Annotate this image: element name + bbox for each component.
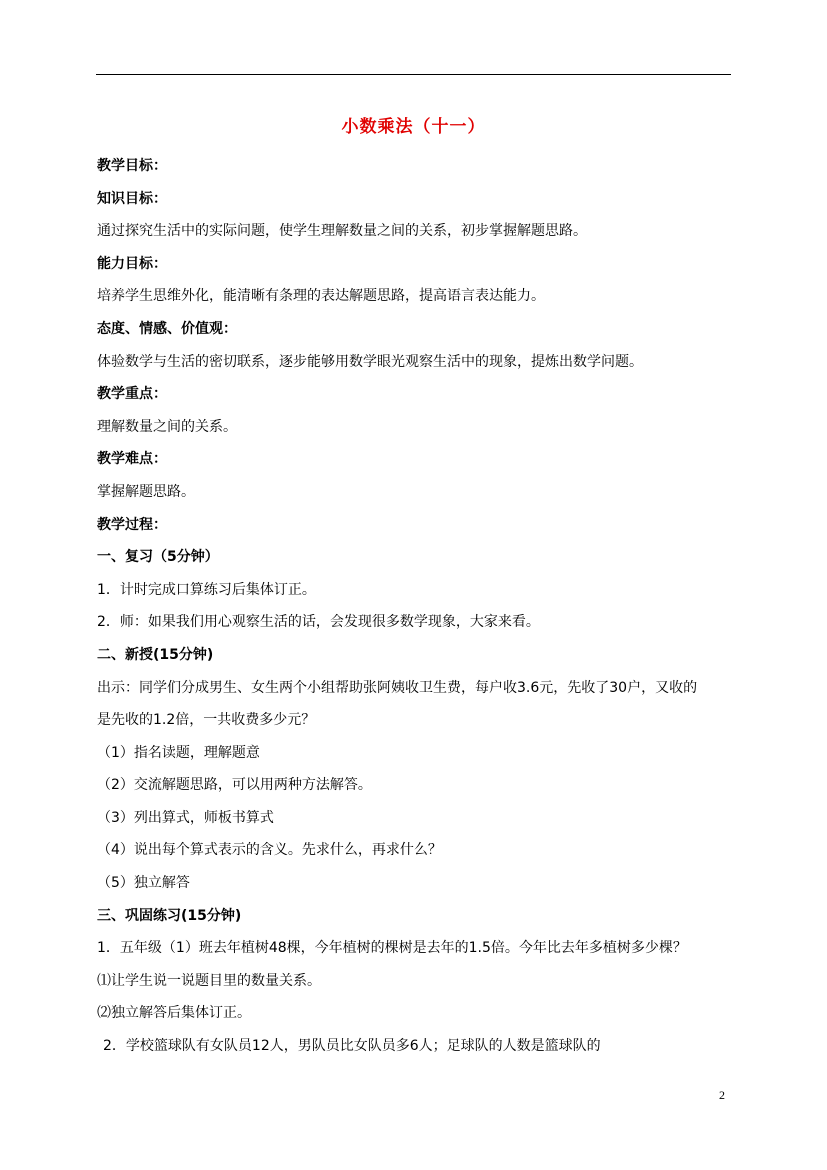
paragraph: 理解数量之间的关系。 — [97, 418, 237, 435]
header-rule — [96, 74, 731, 75]
paragraph: 培养学生思维外化，能清晰有条理的表达解题思路，提高语言表达能力。 — [97, 288, 545, 305]
list-item: 1．五年级（1）班去年植树48棵，今年植树的棵树是去年的1.5倍。今年比去年多植树多少棵？ — [97, 940, 687, 957]
list-item: 1．计时完成口算练习后集体订正。 — [97, 581, 316, 598]
list-item: 2．学校篮球队有女队员12人，男队员比女队员多6人；足球队的人数是篮球队的 — [103, 1038, 601, 1055]
problem-text: 是先收的1.2倍，一共收费多少元？ — [97, 712, 316, 729]
list-item: ⑴让学生说一说题目里的数量关系。 — [97, 972, 321, 989]
list-item: ⑵独立解答后集体订正。 — [97, 1005, 251, 1022]
list-item: （3）列出算式，师板书算式 — [97, 809, 274, 826]
section-review: 一、复习（5分钟） — [97, 549, 219, 566]
list-item: 2．师：如果我们用心观察生活的话，会发现很多数学现象，大家来看。 — [97, 614, 540, 631]
list-item: （1）指名读题，理解题意 — [97, 744, 260, 761]
page-number: 2 — [719, 1088, 725, 1102]
paragraph: 体验数学与生活的密切联系，逐步能够用数学眼光观察生活中的现象，提炼出数学问题。 — [97, 353, 643, 370]
problem-text: 出示：同学们分成男生、女生两个小组帮助张阿姨收卫生费，每户收3.6元，先收了30户，又收的 — [97, 679, 698, 696]
heading-ability-goals: 能力目标： — [97, 255, 167, 272]
list-item: （4）说出每个算式表示的含义。先求什么，再求什么？ — [97, 842, 442, 859]
heading-attitude-values: 态度、情感、价值观： — [97, 320, 237, 337]
heading-key-points: 教学重点： — [97, 386, 167, 403]
document-title: 小数乘法（十一） — [341, 117, 486, 137]
section-new-teaching: 二、新授(15分钟) — [97, 646, 214, 663]
list-item: （5）独立解答 — [97, 875, 190, 892]
heading-knowledge-goals: 知识目标： — [97, 190, 167, 207]
heading-difficulties: 教学难点： — [97, 451, 167, 468]
list-item: （2）交流解题思路，可以用两种方法解答。 — [97, 777, 372, 794]
section-practice: 三、巩固练习(15分钟) — [97, 907, 242, 924]
heading-teaching-goals: 教学目标： — [97, 158, 167, 174]
paragraph: 掌握解题思路。 — [97, 483, 195, 500]
heading-teaching-process: 教学过程： — [97, 516, 167, 533]
document-body — [97, 150, 737, 1063]
paragraph: 通过探究生活中的实际问题，使学生理解数量之间的关系，初步掌握解题思路。 — [97, 223, 587, 240]
